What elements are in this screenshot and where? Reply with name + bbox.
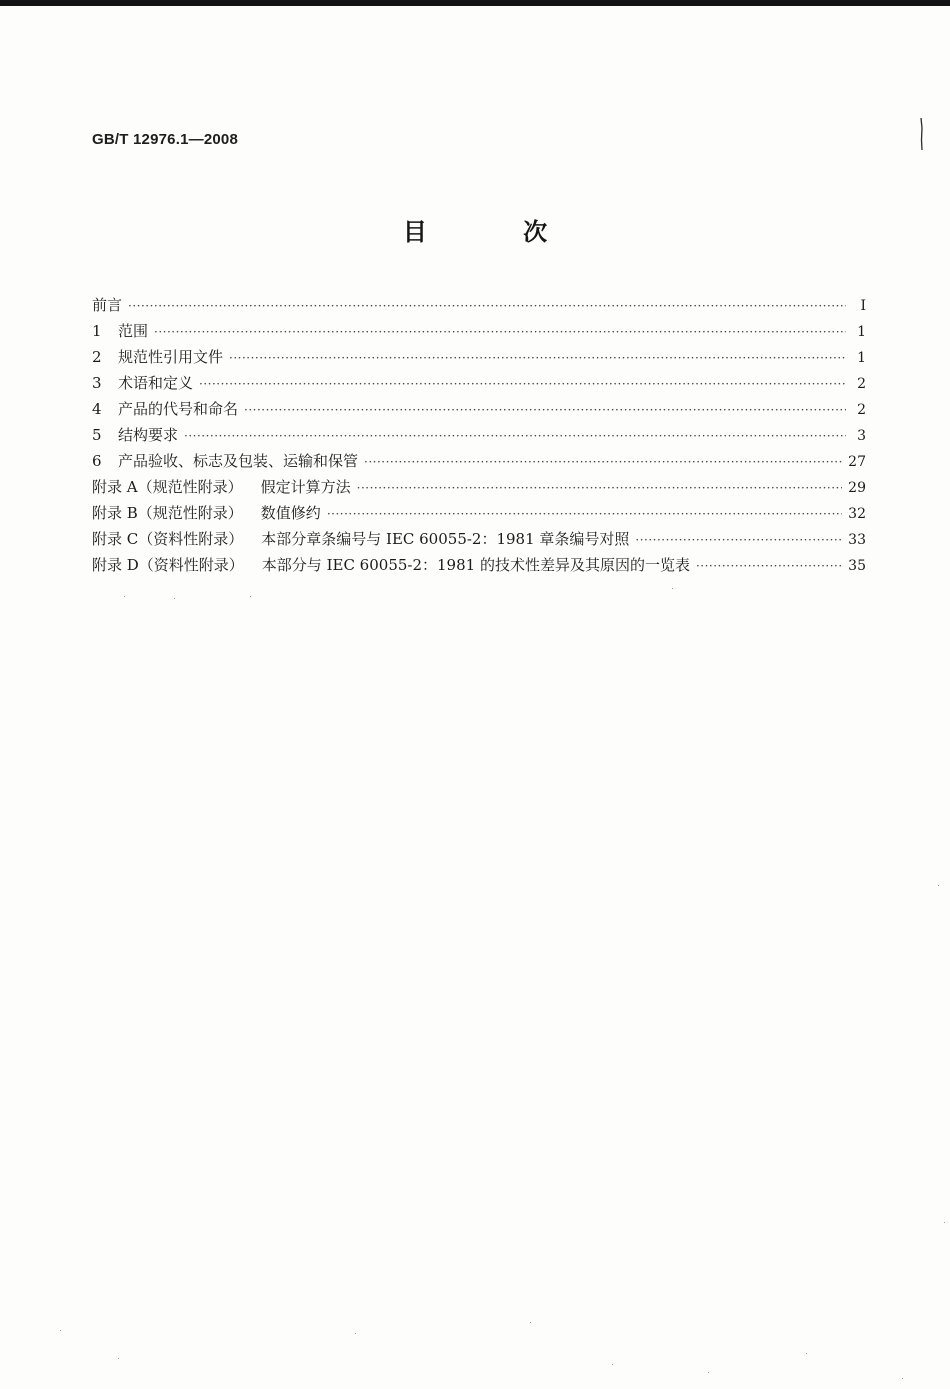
scan-speck — [174, 598, 175, 599]
toc-page-number: I — [860, 298, 866, 314]
toc-entry-annex-d[interactable] — [92, 552, 866, 578]
toc-page-number: 32 — [848, 506, 866, 522]
toc-page-number: 1 — [857, 324, 866, 340]
toc-leader-dots — [635, 527, 842, 553]
document-code: GB/T 12976.1—2008 — [92, 131, 238, 148]
toc-entry-label: 前言 — [92, 296, 123, 314]
toc-entry-label: 数值修约 — [260, 504, 321, 522]
toc-page-number: 27 — [848, 454, 866, 470]
toc-leader-dots — [357, 475, 843, 501]
toc-leader-dots — [696, 553, 842, 579]
toc-annex-prefix: 附录 B（规范性附录） — [92, 504, 243, 522]
toc-page-number: 3 — [857, 428, 866, 444]
scan-speck — [938, 885, 939, 886]
toc-leader-dots — [364, 449, 842, 475]
toc-page-number: 29 — [848, 480, 866, 496]
toc-entry-annex-c[interactable] — [92, 526, 866, 552]
toc-page-number: 2 — [857, 376, 866, 392]
scan-speck — [355, 1333, 356, 1334]
toc-entry-structure-requirements[interactable] — [92, 422, 866, 448]
scan-speck — [118, 1358, 119, 1359]
scan-speck — [708, 1372, 709, 1373]
page-title: 目 次 — [402, 218, 592, 246]
toc-entry-label: 结构要求 — [118, 426, 179, 444]
scan-speck — [806, 1353, 807, 1354]
toc-entry-number: 3 — [92, 374, 102, 392]
toc-entry-number: 5 — [92, 426, 102, 444]
scan-speck — [612, 1364, 613, 1365]
toc-annex-prefix: 附录 C（资料性附录） — [92, 530, 244, 548]
toc-page-number: 33 — [848, 532, 866, 548]
toc-entry-label: 假定计算方法 — [260, 478, 351, 496]
toc-leader-dots — [128, 293, 846, 319]
table-of-contents — [92, 292, 866, 578]
scan-speck — [250, 596, 251, 597]
toc-entry-number: 4 — [92, 400, 102, 418]
toc-entry-label: 范围 — [118, 322, 149, 340]
toc-entry-scope[interactable] — [92, 318, 866, 344]
toc-entry-annex-b[interactable] — [92, 500, 866, 526]
scan-speck — [60, 1330, 61, 1331]
toc-leader-dots — [154, 319, 846, 345]
toc-leader-dots — [199, 371, 846, 397]
scan-speck — [902, 1378, 903, 1379]
toc-leader-dots — [184, 423, 846, 449]
scan-speck — [530, 1322, 531, 1323]
scan-speck — [944, 1222, 945, 1223]
toc-entry-normative-references[interactable] — [92, 344, 866, 370]
toc-entry-number: 6 — [92, 452, 102, 470]
toc-page-number: 1 — [857, 350, 866, 366]
scan-edge-mark — [920, 118, 923, 150]
toc-entry-label: 术语和定义 — [118, 374, 194, 392]
toc-entry-acceptance-marking[interactable] — [92, 448, 866, 474]
toc-leader-dots — [229, 345, 846, 371]
scan-top-edge — [0, 0, 950, 6]
toc-leader-dots — [244, 397, 846, 423]
toc-entry-number: 1 — [92, 322, 102, 340]
toc-page-number: 35 — [848, 558, 866, 574]
scan-speck — [124, 596, 125, 597]
toc-leader-dots — [327, 501, 842, 527]
toc-entry-label: 产品验收、标志及包装、运输和保管 — [118, 452, 359, 470]
toc-page-number: 2 — [857, 402, 866, 418]
scan-speck — [672, 588, 673, 589]
toc-entry-foreword[interactable] — [92, 292, 866, 318]
toc-entry-product-code[interactable] — [92, 396, 866, 422]
toc-annex-prefix: 附录 D（资料性附录） — [92, 556, 244, 574]
toc-entry-number: 2 — [92, 348, 102, 366]
toc-entry-label: 规范性引用文件 — [118, 348, 224, 366]
toc-entry-terms-definitions[interactable] — [92, 370, 866, 396]
toc-entry-annex-a[interactable] — [92, 474, 866, 500]
toc-entry-label: 产品的代号和命名 — [118, 400, 239, 418]
toc-annex-prefix: 附录 A（规范性附录） — [92, 478, 243, 496]
toc-entry-label: 本部分与 IEC 60055-2：1981 的技术性差异及其原因的一览表 — [261, 556, 690, 574]
toc-entry-label: 本部分章条编号与 IEC 60055-2：1981 章条编号对照 — [261, 530, 630, 548]
